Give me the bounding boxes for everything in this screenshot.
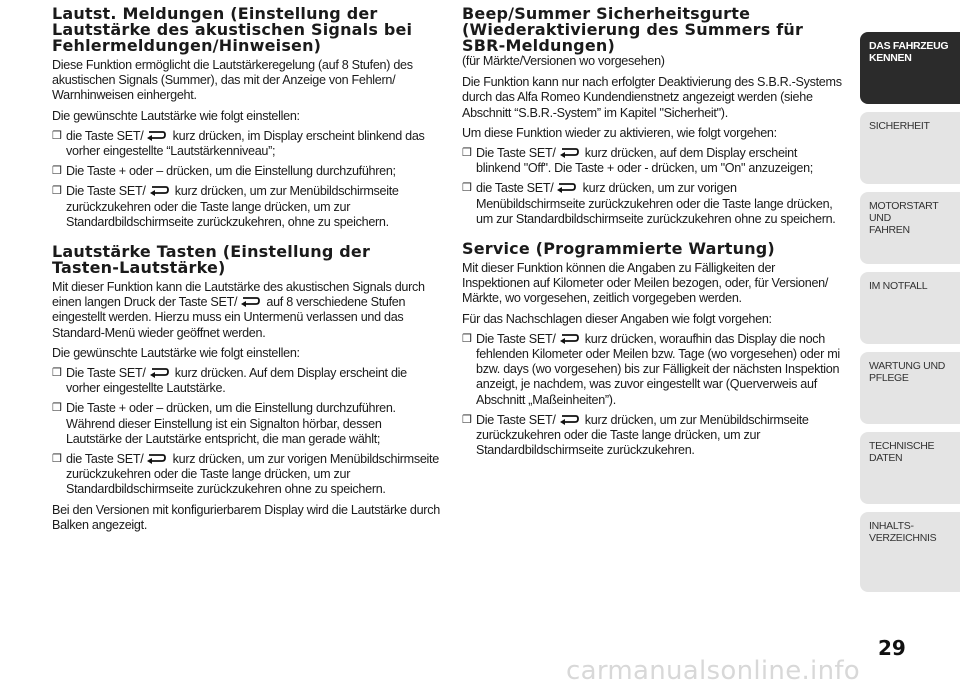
item-text: Die Taste SET/ — [476, 146, 556, 161]
bullet-list — [52, 129, 440, 230]
return-arrow-icon — [558, 332, 580, 344]
title-line: Beep/Summer Sicherheitsgurte — [462, 4, 751, 23]
checkbox-bullet-icon: ❒ — [52, 367, 62, 380]
tab-label: TECHNISCHE DATEN — [869, 440, 935, 464]
item-text: kurz drücken, um zur Menübildschirmseite zurückzukehren oder die Taste lange drücken, um zur Standardbildschirmseite zurückzukehren, ohne zu speichern. — [66, 184, 399, 229]
item-text: die Taste SET/ — [476, 181, 554, 196]
list-item — [52, 164, 440, 179]
checkbox-bullet-icon: ❒ — [462, 147, 472, 160]
item-text: kurz drücken, um zur vorigen Menübildschirmseite zurückzukehren oder die Taste lange drücken, um zur Standardbildschirmseite zurückzukehren ohne zu speichern. — [66, 452, 439, 497]
bullet-list — [52, 366, 440, 498]
item-text: Die Taste + oder – drücken, um die Einstellung durchzuführen. Während dieser Einstellung ist ein Signalton hörbar, dessen Lautstärke der Lautstärke entspricht, die man gerade wählt; — [66, 401, 396, 446]
paragraph: Mit dieser Funktion können die Angaben zu Fälligkeiten der Inspektionen auf Kilometer oder Meilen bezogen, oder, für Versionen/ Märkte, wo vorgesehen, zeitlich vorgegeben werden. — [462, 261, 829, 306]
return-arrow-icon — [558, 413, 580, 425]
return-arrow-icon — [145, 129, 167, 141]
section-title-lautstaerke-tasten — [52, 244, 440, 276]
return-arrow-icon — [558, 146, 580, 158]
checkbox-bullet-icon: ❒ — [52, 402, 62, 415]
paragraph: Bei den Versionen mit konfigurierbarem Display wird die Lautstärke durch Balken angezeigt. — [52, 502, 440, 532]
tab-technische-daten[interactable] — [860, 432, 960, 504]
checkbox-bullet-icon: ❒ — [52, 185, 62, 198]
section-title-beep-summer — [462, 6, 842, 54]
list-item — [462, 332, 842, 408]
paragraph: Die gewünschte Lautstärke wie folgt einstellen: — [52, 345, 300, 360]
tab-label: KENNEN — [869, 52, 912, 64]
bullet-list — [462, 146, 842, 227]
title-line: Lautstärke des akustischen Signals bei — [52, 20, 413, 39]
right-column — [462, 6, 842, 463]
item-text: kurz drücken, um zur Menübildschirmseite zurückzukehren oder die Taste lange drücken, um zur Standardbildschirmseite zurückzukehren. — [476, 412, 809, 458]
tab-wartung-und-pflege[interactable] — [860, 352, 960, 424]
text: auf 8 verschiedene Stufen eingestellt werden. Hierzu muss ein Untermenü verlassen und das Standard-Menü wieder geöffnet werden. — [52, 295, 406, 340]
title-line: SBR-Meldungen) — [462, 36, 615, 55]
tab-label: IM NOTFALL — [869, 280, 928, 292]
tab-inhaltsverzeichnis[interactable] — [860, 512, 960, 592]
checkbox-bullet-icon: ❒ — [462, 182, 472, 195]
title-line: Lautst. Meldungen (Einstellung der — [52, 4, 378, 23]
title-line: Lautstärke Tasten (Einstellung der — [52, 242, 371, 262]
list-item — [462, 146, 842, 176]
tab-das-fahrzeug-kennen[interactable] — [860, 32, 960, 104]
return-arrow-icon — [555, 181, 577, 193]
title-line: Fehlermeldungen/Hinweisen) — [52, 36, 322, 55]
text: Mit dieser Funktion kann die Lautstärke des akustischen Signals durch einen langen Druck der Taste SET/ — [52, 280, 425, 310]
tab-label: FAHREN — [869, 224, 910, 236]
tab-sicherheit[interactable] — [860, 112, 960, 184]
section-title-service: Service (Programmierte Wartung) — [462, 239, 775, 259]
item-text: die Taste SET/ — [66, 128, 144, 143]
item-text: kurz drücken, auf dem Display erscheint blinkend "Off". Die Taste + oder - drücken, um "On" anzuzeigen; — [476, 146, 813, 176]
tab-label: VERZEICHNIS — [869, 532, 937, 544]
watermark: carmanualsonline.info — [566, 656, 861, 686]
paragraph — [52, 280, 440, 341]
list-item — [462, 413, 842, 459]
chapter-sidebar — [860, 0, 960, 686]
page-number: 29 — [878, 636, 906, 660]
title-line: (Wiederaktivierung des Summers für — [462, 20, 804, 39]
left-column — [52, 6, 440, 538]
subtitle: (für Märkte/Versionen wo vorgesehen) — [462, 54, 665, 68]
tab-im-notfall[interactable] — [860, 272, 960, 344]
title-line: Tasten-Lautstärke) — [52, 258, 226, 278]
list-item — [52, 366, 440, 396]
tab-label: PFLEGE — [869, 372, 909, 384]
tab-label: SICHERHEIT — [869, 120, 930, 132]
paragraph: Um diese Funktion wieder zu aktivieren, wie folgt vorgehen: — [462, 125, 777, 140]
section-title-lautst-meldungen — [52, 6, 440, 54]
checkbox-bullet-icon: ❒ — [462, 413, 472, 426]
checkbox-bullet-icon: ❒ — [52, 129, 62, 142]
list-item — [52, 129, 440, 159]
tab-label: WARTUNG UND — [869, 360, 946, 372]
list-item — [52, 401, 440, 447]
item-text: die Taste SET/ — [66, 452, 144, 467]
list-item — [52, 184, 440, 230]
item-text: kurz drücken, um zur vorigen Menübildschirmseite zurückzukehren oder die Taste lange drücken, um zur Standardbildschirmseite zurückzukehren ohne zu speichern. — [476, 181, 836, 226]
item-text: Die Taste SET/ — [476, 331, 556, 346]
checkbox-bullet-icon: ❒ — [52, 453, 62, 466]
list-item — [52, 452, 440, 498]
tab-label: DAS FAHRZEUG — [869, 40, 949, 52]
item-text: kurz drücken. Auf dem Display erscheint die vorher eingestellte Lautstärke. — [66, 366, 407, 396]
bullet-list — [462, 332, 842, 459]
tab-motorstart-und-fahren[interactable] — [860, 192, 960, 264]
paragraph: Die Funktion kann nur nach erfolgter Deaktivierung des S.B.R.-Systems durch das Alfa Romeo Kundendienstnetz angezeigt werden (siehe Abschnitt “S.B.R.-System” im Kapitel "Sicherheit"). — [462, 75, 842, 120]
item-text: Die Taste SET/ — [66, 184, 146, 199]
return-arrow-icon — [239, 295, 261, 307]
tab-label: INHALTS- — [869, 520, 914, 532]
tab-label: MOTORSTART UND — [869, 200, 939, 224]
item-text: Die Taste + oder – drücken, um die Einstellung durchzuführen; — [66, 164, 396, 179]
return-arrow-icon — [145, 452, 167, 464]
item-text: kurz drücken, im Display erscheint blinkend das vorher eingestellte “Lautstärkenniveau”; — [66, 128, 425, 159]
return-arrow-icon — [148, 366, 170, 378]
paragraph: Für das Nachschlagen dieser Angaben wie folgt vorgehen: — [462, 311, 772, 326]
paragraph: Die gewünschte Lautstärke wie folgt einstellen: — [52, 108, 300, 123]
item-text: Die Taste SET/ — [66, 366, 146, 381]
return-arrow-icon — [148, 184, 170, 196]
list-item — [462, 181, 842, 227]
item-text: kurz drücken, woraufhin das Display die noch fehlenden Kilometer oder Meilen bzw. Tage (wo vorgesehen) oder mi bzw. days (wo vorgesehen) bis zur Fälligkeit der nächsten Inspektion anzeigt, je nachdem, was zuvor eingestellt war (Querverweis auf Abschnitt „Maßeinheiten”). — [476, 331, 840, 407]
checkbox-bullet-icon: ❒ — [462, 332, 472, 345]
checkbox-bullet-icon: ❒ — [52, 165, 62, 178]
item-text: Die Taste SET/ — [476, 412, 556, 427]
paragraph: Diese Funktion ermöglicht die Lautstärkeregelung (auf 8 Stufen) des akustischen Signals (Summer), das mit der Anzeige von Fehlern/ Warnhinweisen einhergeht. — [52, 58, 413, 103]
